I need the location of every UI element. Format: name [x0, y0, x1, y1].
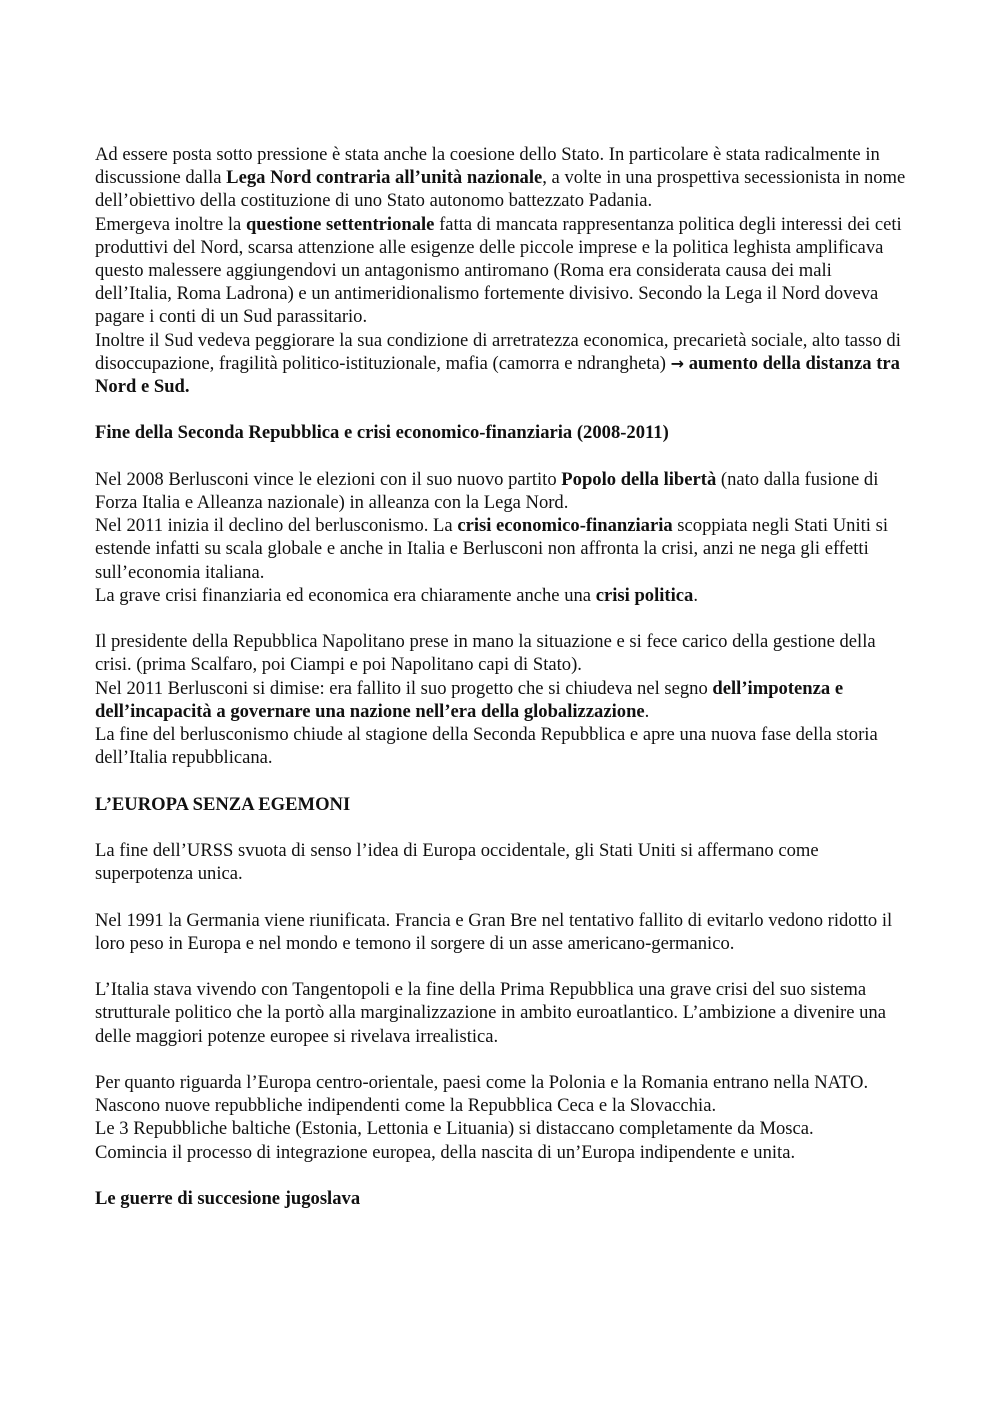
bold-text: crisi economico-finanziaria: [457, 515, 673, 537]
text: (nato dalla fusione di Forza Italia e Alleanza nazionale) in alleanza con la Lega Nord.: [95, 468, 879, 514]
text: Emergeva inoltre la: [95, 213, 246, 235]
section-heading-seconda-repubblica: [95, 421, 910, 444]
paragraph-nuove-repubbliche: Nascono nuove repubbliche indipendenti come la Repubblica Ceca e la Slovacchia.: [95, 1095, 717, 1117]
paragraph-urss: La fine dell’URSS svuota di senso l’idea di Europa occidentale, gli Stati Uniti si affermano come superpotenza unica.: [95, 840, 819, 885]
text: Inoltre il Sud vedeva peggiorare la sua condizione di arretratezza economica, precarietà sociale, alto tasso di disoccupazione, fragilità politico-istituzionale, mafia (camorra e ndrangheta): [95, 329, 901, 374]
spacer: [95, 816, 910, 839]
spacer: [95, 1048, 910, 1071]
section-heading-jugoslavia: [95, 1187, 910, 1210]
spacer: [95, 885, 910, 908]
paragraph-lega-nord: [95, 143, 910, 213]
text: La grave crisi finanziaria ed economica era chiaramente anche una: [95, 584, 596, 606]
text: .: [644, 700, 650, 722]
paragraph-fine-berlusconismo: La fine del berlusconismo chiude al stagione della Seconda Repubblica e apre una nuova fase della storia dell’Italia repubblicana.: [95, 724, 878, 769]
text: fatta di mancata rappresentanza politica degli interessi dei ceti produttivi del Nord, scarsa attenzione alle esigenze delle piccole imprese e la politica leghista amplificava questo malessere aggiungendovi un antagonismo antiromano (Roma era considerata causa dei mali dell’Italia, Roma Ladrona) e un antimeridionalismo fortemente divisivo. Secondo la Lega il Nord doveva pagare i conti di un Sud parassitario.: [95, 213, 902, 328]
bold-text: aumento della distanza tra Nord e Sud.: [95, 352, 900, 398]
text: Nel 2011 inizia il declino del berlusconismo. La: [95, 515, 458, 537]
paragraph-crisi-politica: [95, 584, 910, 607]
document-page: [95, 143, 910, 1210]
paragraph-integrazione-europea: Comincia il processo di integrazione europea, della nascita di un’Europa indipendente e unita.: [95, 1141, 796, 1163]
paragraph-2008-elezioni: [95, 468, 910, 514]
text: Ad essere posta sotto pressione è stata anche la coesione dello Stato. In particolare è stata radicalmente in discussione dalla: [95, 144, 880, 189]
paragraph-repubbliche-baltiche: Le 3 Repubbliche baltiche (Estonia, Lettonia e Lituania) si distaccano completamente da Mosca.: [95, 1118, 814, 1140]
text: Nel 2011 Berlusconi si dimise: era fallito il suo progetto che si chiudeva nel segno: [95, 677, 713, 699]
paragraph-italia-tangentopoli: L’Italia stava vivendo con Tangentopoli e la fine della Prima Repubblica una grave crisi del suo sistema strutturale politico che la portò alla marginalizzazione in ambito euroatlantico. L’ambizione a divenire una delle maggiori potenze europee si rivelava irrealistica.: [95, 979, 886, 1047]
spacer: [95, 769, 910, 792]
paragraph-dimissioni: [95, 677, 910, 723]
bold-text: crisi politica: [595, 584, 694, 606]
spacer: [95, 398, 910, 421]
paragraph-europa-centro-orientale: Per quanto riguarda l’Europa centro-orientale, paesi come la Polonia e la Romania entrano nella NATO.: [95, 1072, 869, 1093]
text: Nel 2008 Berlusconi vince le elezioni con il suo nuovo partito: [95, 468, 562, 490]
bold-text: dell’impotenza e dell’incapacità a governare una nazione nell’era della globalizzazione: [95, 677, 844, 722]
heading-text: Le guerre di succesione jugoslava: [95, 1188, 361, 1209]
spacer: [95, 1164, 910, 1187]
text: .: [693, 584, 698, 606]
spacer: [95, 955, 910, 978]
paragraph-questione-settentrionale: [95, 213, 910, 329]
bold-text: Popolo della libertà: [561, 468, 717, 490]
paragraph-germania: Nel 1991 la Germania viene riunificata. Francia e Gran Bre nel tentativo fallito di evitarlo vedono ridotto il loro peso in Europa e nel mondo e temono il sorgere di un asse americano-germanico.: [95, 909, 893, 954]
text: , a volte in una prospettiva secessionista in nome dell’obiettivo della costituzione di uno Stato autonomo battezzato Padania.: [95, 167, 906, 212]
spacer: [95, 445, 910, 468]
paragraph-sud: [95, 329, 910, 399]
paragraph-2011-declino: [95, 514, 910, 584]
paragraph-napolitano: Il presidente della Repubblica Napolitano prese in mano la situazione e si fece carico della gestione della crisi. (prima Scalfaro, poi Ciampi e poi Napolitano capi di Stato).: [95, 631, 876, 676]
text: scoppiata negli Stati Uniti si estende infatti su scala globale e anche in Italia e Berlusconi non affronta la crisi, anzi ne nega gli effetti sull’economia italiana.: [95, 515, 889, 583]
heading-text: Fine della Seconda Repubblica e crisi economico-finanziaria (2008-2011): [95, 422, 669, 444]
bold-text: questione settentrionale: [245, 213, 435, 235]
section-heading-europa: [95, 793, 910, 816]
heading-text: L’EUROPA SENZA EGEMONI: [95, 793, 351, 815]
right-arrow-icon: →: [670, 353, 685, 373]
spacer: [95, 607, 910, 630]
bold-text: Lega Nord contraria all’unità nazionale: [226, 167, 543, 189]
